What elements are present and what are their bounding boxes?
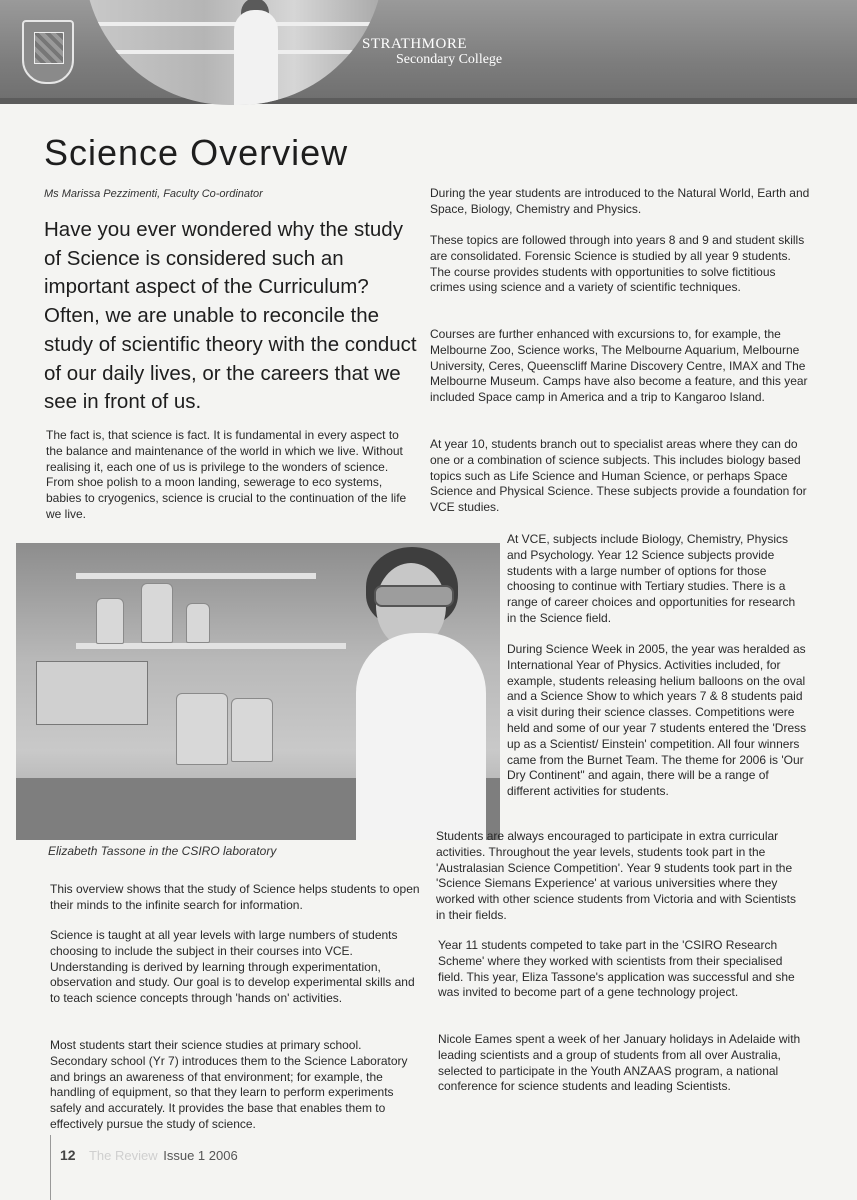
paragraph: This overview shows that the study of Science helps students to open their minds to the infinite search for information. [50,882,420,912]
issue-label: Issue 1 2006 [163,1148,238,1163]
banner-strip [0,98,857,104]
crest-shield [34,32,64,64]
school-subtitle: Secondary College [396,52,503,67]
lab-photo [16,543,500,840]
school-name: STRATHMORE [362,36,468,52]
photo-machine [36,661,148,725]
page-number: 12 [60,1147,76,1163]
paragraph: Courses are further enhanced with excursions to, for example, the Melbourne Zoo, Science works, The Melbourne Aquarium, Melbourne University, Ceres, Queenscliff Marine Discovery Centre, IMAX and The Melbourne Museum. Camps have also become a feature, and this year included Space camp in America and a trip to Kangaroo Island. [430,327,808,405]
paragraph: At VCE, subjects include Biology, Chemistry, Physics and Psychology. Year 12 Science subjects provide students with a large number of options for those choosing to continue with Tertiary studies. There is a range of career choices and opportunities for research in the Science field. [507,532,796,625]
paragraph: Year 11 students competed to take part in the 'CSIRO Research Scheme' where they worked with scientists from their specialised field. This year, Eliza Tassone's application was successful and she was invited to become part of a gene technology project. [438,938,795,1000]
paragraph: Most students start their science studies at primary school. Secondary school (Yr 7) introduces them to the Science Laboratory and brings an awareness of that environment; for example, the handling of equipment, so that they learn to perform experiments safely and accurately. It provides the base that enables them to effectively pursue the study of science. [50,1038,408,1131]
paragraph: At year 10, students branch out to specialist areas where they can do one or a combination of science subjects. This includes biology based topics such as Life Science and Human Science, or perhaps Space Science and Physical Science. These subjects provide a foundation for VCE studies. [430,437,807,515]
photo-bottle [176,693,228,765]
page-footer [60,1147,238,1163]
paragraph: Nicole Eames spent a week of her January holidays in Adelaide with leading scientists and a group of students from all over Australia, selected to participate in the Youth ANZAAS program, a national conference for science students and leading Scientists. [438,1032,801,1094]
photo-bottle [141,583,173,643]
paragraph: Students are always encouraged to participate in extra curricular activities. Throughout the year levels, students took part in the 'Australasian Science Competition'. Year 9 students took part in the 'Science Siemans Experience' at various universities where they worked with other science students from Victoria and with Scientists in their fields. [436,829,796,922]
photo-person [234,10,278,105]
school-crest-icon [22,20,74,84]
byline: Ms Marissa Pezzimenti, Faculty Co-ordinator [44,188,263,200]
paragraph: These topics are followed through into years 8 and 9 and student skills are consolidated. Forensic Science is studied by all year 9 students. The course provides students with opportunities to solve fictitious crimes using science and a variety of scientific techniques. [430,233,805,295]
intro-paragraph: The fact is, that science is fact. It is fundamental in every aspect to the balance and maintenance of the world in which we live. Without realising it, each one of us is privilege to the wonders of science. From shoe polish to a moon landing, sewerage to eco systems, babies to cryogenics, science is crucial to the continuation of the life we live. [46,428,407,521]
photo-lab-coat [356,633,486,840]
photo-bottle [96,598,124,644]
paragraph: During Science Week in 2005, the year was heralded as International Year of Physics. Activities included, for example, students releasing helium balloons on the oval and a Science Show to which years 7 & 8 students paid a visit during their science classes. Competitions were held and some of our year 7 students entered the 'Dress up as a Scientist/ Einstein' competition. All four winners came from the Burnet Team. The theme for 2006 is 'Our Dry Continent" and again, there will be a range of different activities for students. [507,642,807,799]
paragraph: Science is taught at all year levels with large numbers of students choosing to include the subject in their courses into VCE. Understanding is derived by learning through experimentation, observation and study. Our goal is to develop experimental skills and to teach science concepts through 'hands on' activities. [50,928,415,1006]
lead-paragraph: Have you ever wondered why the study of Science is considered such an important aspect of the Curriculum? Often, we are unable to reconcile the study of scientific theory with the conduct of our daily lives, or the careers that we see in front of us. [44,218,417,414]
footer-rule [50,1135,51,1200]
photo-goggles [374,585,454,607]
photo-caption: Elizabeth Tassone in the CSIRO laboratory [48,844,277,858]
photo-bottle [231,698,273,762]
photo-shelf [76,573,316,579]
magazine-name: The Review [88,1148,158,1163]
paragraph: During the year students are introduced to the Natural World, Earth and Space, Biology, Chemistry and Physics. [430,186,810,216]
page-title: Science Overview [44,132,349,173]
photo-bottle [186,603,210,643]
